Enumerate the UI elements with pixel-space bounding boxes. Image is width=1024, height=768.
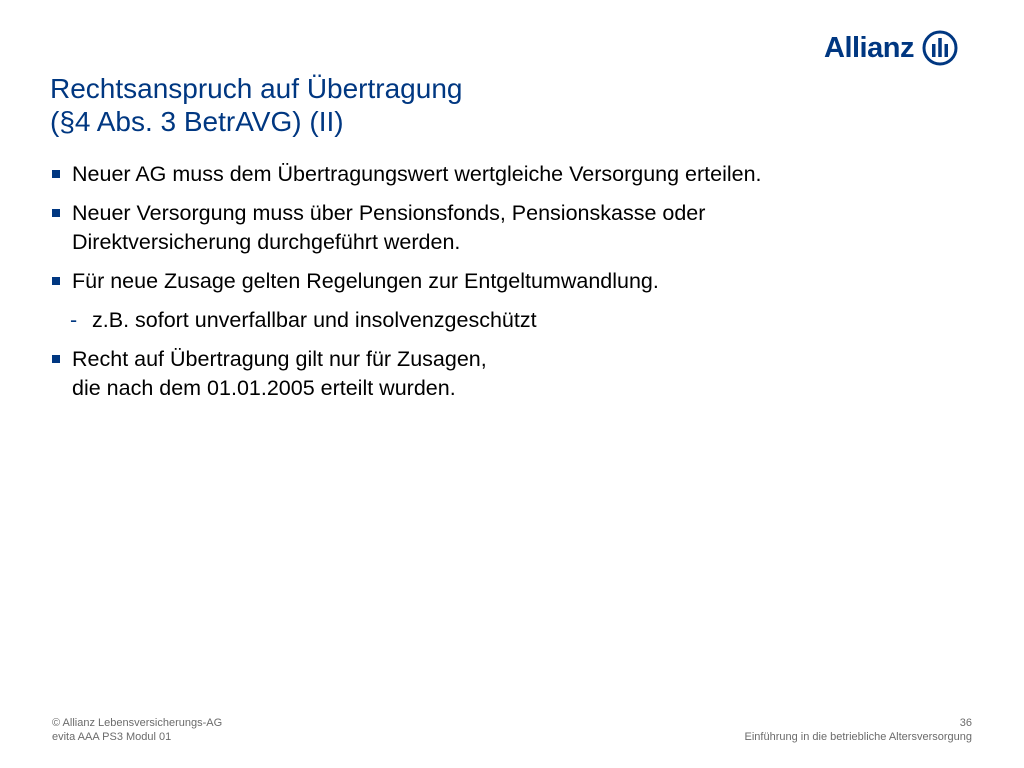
logo-text: Allianz bbox=[824, 31, 914, 64]
footer-module: evita AAA PS3 Modul 01 bbox=[52, 731, 172, 743]
footer-right bbox=[745, 716, 972, 744]
footer-copyright: © Allianz Lebensversicherungs-AG bbox=[52, 717, 223, 729]
dash-bullet: - bbox=[70, 308, 78, 332]
bullet-text: Recht auf Übertragung gilt nur für Zusagen, bbox=[72, 347, 487, 371]
bullet-item-2 bbox=[48, 199, 928, 257]
bullet-text: Für neue Zusage gelten Regelungen zur Entgeltumwandlung. bbox=[72, 269, 659, 293]
square-bullet-icon bbox=[52, 209, 60, 217]
square-bullet-icon bbox=[52, 355, 60, 363]
square-bullet-icon bbox=[52, 170, 60, 178]
bullet-item-1 bbox=[48, 160, 928, 189]
sub-bullet-text: z.B. sofort unverfallbar und insolvenzgeschützt bbox=[92, 308, 537, 332]
bullet-text: Neuer Versorgung muss über Pensionsfonds, Pensionskasse oder bbox=[72, 201, 706, 225]
page-number: 36 bbox=[959, 717, 972, 729]
square-bullet-icon bbox=[52, 277, 60, 285]
footer-left bbox=[52, 716, 222, 744]
sub-bullet-item bbox=[48, 306, 928, 335]
footer-course-title: Einführung in die betriebliche Altersversorgung bbox=[744, 731, 972, 743]
bullet-text: Neuer AG muss dem Übertragungswert wertgleiche Versorgung erteilen. bbox=[72, 162, 762, 186]
allianz-logo bbox=[824, 28, 958, 68]
bullet-item-4 bbox=[48, 345, 928, 403]
bullet-text: die nach dem 01.01.2005 erteilt wurden. bbox=[72, 376, 456, 400]
bullet-list bbox=[48, 160, 928, 413]
bullet-item-3 bbox=[48, 267, 928, 296]
slide-title-line-1: Rechtsanspruch auf Übertragung bbox=[50, 73, 463, 104]
allianz-eagle-emblem-icon bbox=[922, 30, 958, 66]
slide-title bbox=[50, 72, 750, 138]
bullet-text: Direktversicherung durchgeführt werden. bbox=[72, 230, 461, 254]
slide-title-line-2: (§4 Abs. 3 BetrAVG) (II) bbox=[50, 106, 344, 137]
